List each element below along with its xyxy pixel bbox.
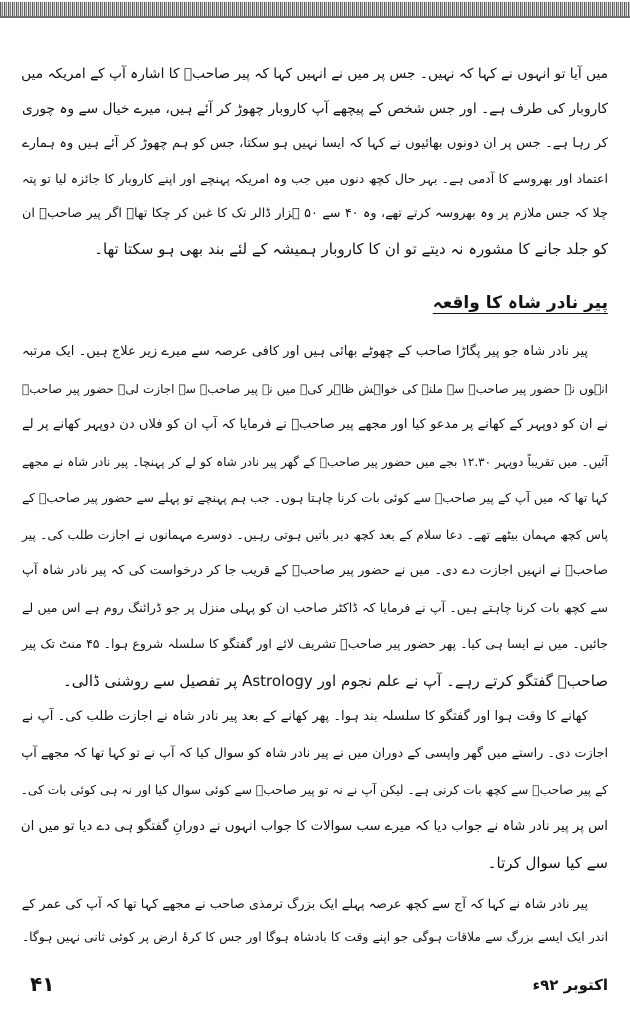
- page-number: ۴۱: [30, 972, 55, 996]
- text-line: کر رہا ہے۔ جس پر ان دونوں بھائیوں نے کہا کہ ایسا نہیں ہو سکتا، جس کو ہم چھوڑ کر آئے ہیں وہ ہمارے: [22, 136, 608, 151]
- text-line: پیر نادر شاہ نے کہا کہ آج سے کچھ عرصہ پہلے ایک بزرگ ترمذی صاحب نے مجھے کہا تھا کہ آپ کی عمر کے: [21, 897, 588, 912]
- text-line: سے کیا سوال کرتا۔: [487, 854, 608, 872]
- text-line: پیر نادر شاہ جو پیر پگاڑا صاحب کے چھوٹے بھائی ہیں اور کافی عرصہ سے میرے زیر علاج ہیں۔ ایک مرتبہ: [22, 344, 588, 359]
- text-line: صاحبؒ نے انہیں اجازت دے دی۔ میں نے حضور پیر صاحبؒ کے قریب جا کر درخواست کی کہ پیر نادر شاہ آپ: [22, 563, 608, 578]
- issue-date: اکتوبر ۹۲ء: [532, 976, 608, 994]
- text-line: سے کچھ بات کرنا چاہتے ہیں۔ آپ نے فرمایا کہ ڈاکٹر صاحب ان کو پہلی منزل پر جو ڈرائنگ روم ہے اس میں لے: [22, 599, 608, 615]
- text-line: کھانے کا وقت ہوا اور گفتگو کا سلسلہ بند ہوا۔ پھر کھانے کے بعد پیر نادر شاہ نے اجازت طلب کی۔ آپ نے: [22, 709, 588, 724]
- text-line: کہا تھا کہ میں آپ کے پیر صاحبؒ سے کوئی بات کرنا چاہتا ہوں۔ جب ہم پہنچے تو پہلے سے حضور پیر صاحبؒ کے: [22, 491, 608, 505]
- text-line: چلا کہ جس ملازم پر وہ بھروسہ کرتے تھے، وہ ۴۰ سے ۵۰ ہزار ڈالر تک کا غبن کر چکا تھا۔ اگر پیر صاحبؒ ان: [22, 206, 608, 221]
- text-line: کاروبار کی طرف ہے۔ اور جس شخص کے پیچھے آپ کاروبار چھوڑ کر آئے ہیں، میرے خیال سے وہ چوری: [22, 101, 608, 117]
- text-line: اجازت دی۔ راستے میں گھر واپسی کے دوران میں نے پیر نادر شاہ کو سوال کیا کہ آپ نے تو کہا تھا کہ مجھے آپ: [21, 745, 608, 761]
- text-line: جائیں۔ میں نے ایسا ہی کیا۔ پھر حضور پیر صاحبؒ تشریف لائے اور گفتگو کا سلسلہ شروع ہوا۔ ۴۵ منٹ تک پیر: [22, 636, 608, 651]
- text-line: اندر ایک ایسے بزرگ سے ملاقات ہوگی جو اپنے وقت کا بادشاہ ہوگا اور جس کا کرۂ ارض پر کوئی ثانی نہیں ہوگا۔: [22, 930, 608, 944]
- text-line: اعتماد اور بھروسے کا آدمی ہے۔ بہر حال کچھ دنوں میں جب وہ امریکہ پہنچے اور اپنے کاروبار کا جائزہ لیا تو پتہ: [22, 171, 608, 186]
- text-line: اس پر پیر نادر شاہ نے جواب دیا کہ میرے سب سوالات کا جواب انہوں نے دورانِ گفتگو ہی دے دیا تو میں ان: [20, 818, 608, 834]
- text-line: کو جلد جانے کا مشورہ نہ دیتے تو ان کا کاروبار ہمیشہ کے لئے بند بھی ہو سکتا تھا۔: [94, 240, 608, 258]
- text-line: پاس کچھ مہمان بیٹھے تھے۔ دعا سلام کے بعد کچھ دیر باتیں ہوتی رہیں۔ دوسرے مہمانوں نے اجازت طلب کی۔ پیر: [22, 527, 608, 542]
- text-line: نے ان کو دوپہر کے کھانے پر مدعو کیا اور مجھے پیر صاحبؒ نے فرمایا کہ آپ ان کو فلاں دن دوپہر کھانے پر لے: [22, 417, 608, 432]
- text-line: کے پیر صاحبؒ سے کچھ بات کرنی ہے۔ لیکن آپ نے نہ تو پیر صاحبؒ سے کوئی سوال کیا اور نہ ہی کوئی بات کی۔: [20, 783, 608, 797]
- section-heading: پیر نادر شاہ کا واقعہ: [432, 293, 608, 313]
- text-line: آئیں۔ میں تقریباً دوپہر ۱۲.۳۰ بجے میں حضور پیر صاحبؒ کے گھر پیر نادر شاہ کو لے کر پہنچا۔ پیر نادر شاہ نے مجھے: [22, 454, 608, 469]
- text-line: میں آیا تو انہوں نے کہا کہ نہیں۔ جس پر میں نے انہیں کہا کہ پیر صاحبؒ کا اشارہ آپ کے امریکہ میں: [21, 66, 608, 82]
- decorative-header-band: [0, 2, 630, 18]
- text-line: انہوں نے حضور پیر صاحبؒ سے ملنے کی خواہش ظاہر کی۔ میں نے پیر صاحبؒ سے اجازت لی۔ حضور پیر صاحبؒ: [22, 381, 608, 396]
- text-line: صاحبؒ گفتگو کرتے رہے۔ آپ نے علم نجوم اور Astrology پر تفصیل سے روشنی ڈالی۔: [62, 671, 608, 690]
